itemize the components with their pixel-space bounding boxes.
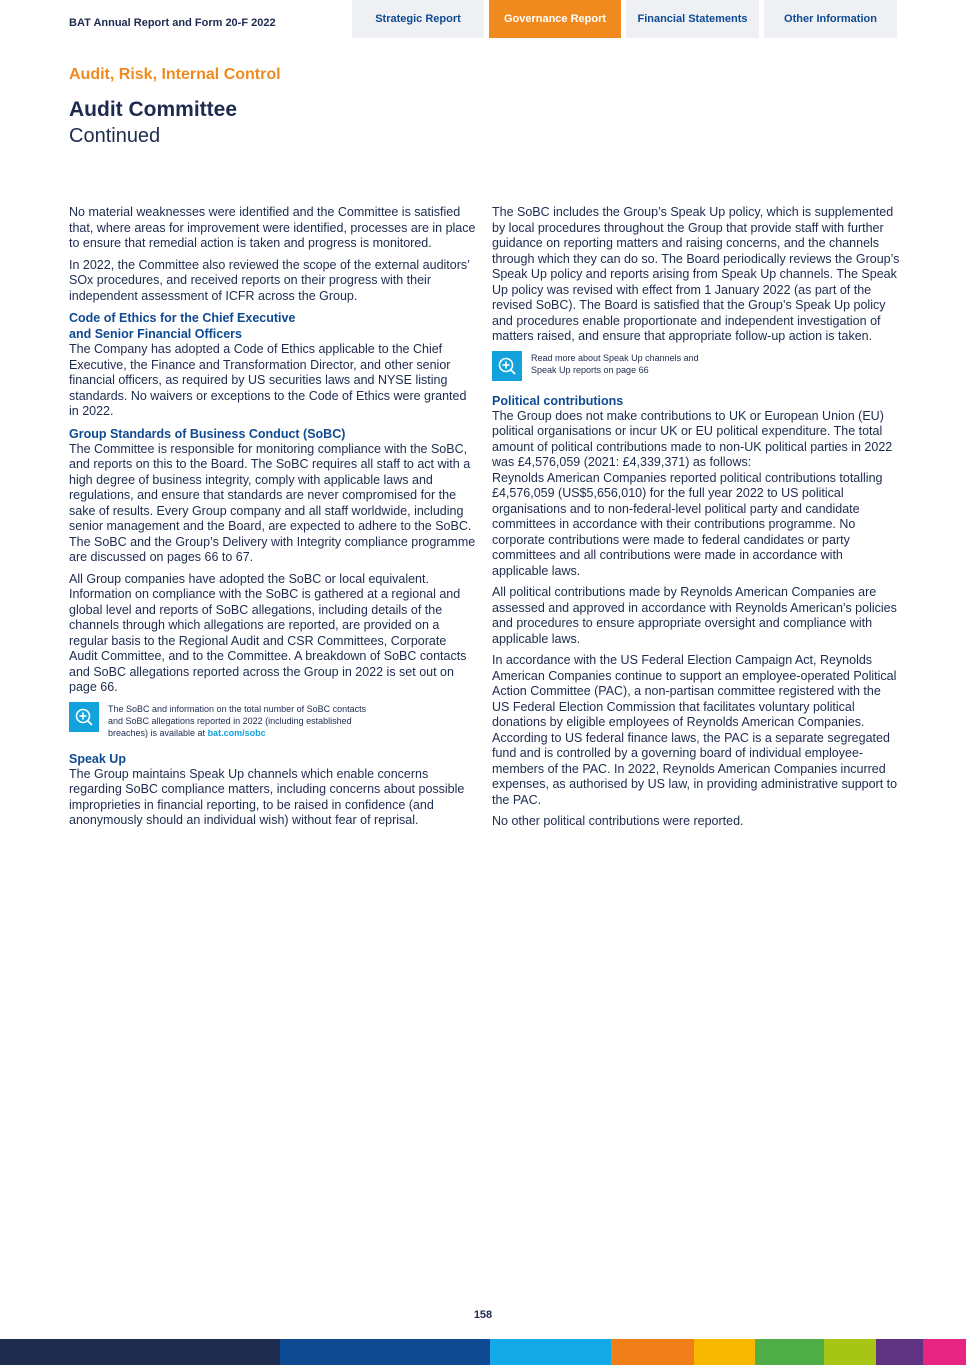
- paragraph: In 2022, the Committee also reviewed the scope of the external auditors’ SOx procedures, and received reports on their progress with their independent assessment of ICFR across the Group.: [69, 257, 470, 303]
- callout-text[interactable]: Read more about Speak Up channels and Speak Up reports on page 66: [531, 352, 699, 375]
- page-number: 158: [473, 1309, 493, 1321]
- callout-speak-up: [492, 351, 900, 381]
- paragraph: The Group does not make contributions to UK or European Union (EU) political organisations or incur UK or EU political expenditure. The total amount of political contributions made to non-UK political parties in 2022 was £4,576,059 (2021: £4,339,371) as follows:: [492, 408, 893, 469]
- tab-other-information[interactable]: Other Information: [764, 0, 897, 38]
- paragraph: No material weaknesses were identified and the Committee is satisfied that, where areas for improvement were identified, processes are in place to ensure that remedial action is taken and progress is monitored.: [69, 205, 476, 250]
- left-column: [69, 205, 477, 835]
- tab-financial-statements[interactable]: Financial Statements: [626, 0, 759, 38]
- footer-color-segment: [611, 1339, 694, 1365]
- page-subtitle: Continued: [69, 125, 161, 147]
- paragraph: The Group maintains Speak Up channels which enable concerns regarding SoBC compliance matters, including concerns about possible improprieties in financial reporting, to be raised in confidence (and anonymously should an individual wish) without fear of reprisal.: [69, 766, 465, 827]
- zoom-in-icon: [69, 702, 99, 732]
- paragraph: In accordance with the US Federal Election Campaign Act, Reynolds American Companies continue to support an employee-operated Political Action Committee (PAC), a non-partisan committee registered with the US Federal Election Commission that facilitates voluntary political donations by eligible employees of Reynolds American Companies. According to US federal finance laws, the PAC is a separate segregated fund and is controlled by a governing board of individual employee-members of the PAC. In 2022, Reynolds American Companies incurred expenses, as authorised by US law, in providing administrative support to the PAC.: [492, 653, 898, 807]
- paragraph: The SoBC includes the Group’s Speak Up policy, which is supplemented by local procedures throughout the Group that provide staff with further guidance on reporting matters and raising concerns, and the channels through which they can do so. The Board periodically reviews the Group’s Speak Up policy and reports arising from Speak Up channels. The Speak Up policy was revised with effect from 1 January 2022 (as part of the revised SoBC). The Board is satisfied that the Group’s Speak Up policy and procedures enable proportionate and independent investigation of matters raised, and ensure that appropriate follow-up action is taken.: [492, 205, 900, 343]
- page-title: Audit Committee: [69, 98, 237, 121]
- heading-sobc: Group Standards of Business Conduct (SoBC): [69, 426, 346, 441]
- paragraph: The Company has adopted a Code of Ethics applicable to the Chief Executive, the Finance and Transformation Director, and other senior financial officers, as required by US securities laws and NYSE listing standards. No waivers or exceptions to the Code of Ethics were granted in 2022.: [69, 342, 467, 418]
- footer-color-segment: [876, 1339, 923, 1365]
- report-title: BAT Annual Report and Form 20-F 2022: [69, 17, 276, 29]
- paragraph: No other political contributions were reported.: [492, 814, 744, 828]
- sobc-link[interactable]: bat.com/sobc: [207, 727, 266, 738]
- callout-sobc: [69, 702, 477, 739]
- footer-color-segment: [694, 1339, 755, 1365]
- section-label: Audit, Risk, Internal Control: [69, 66, 281, 83]
- footer-color-segment: [0, 1339, 280, 1365]
- paragraph: All political contributions made by Reynolds American Companies are assessed and approved in accordance with Reynolds American’s policies and procedures to ensure appropriate oversight and compliance with applicable laws.: [492, 585, 897, 646]
- heading-political-contributions: Political contributions: [492, 393, 624, 408]
- footer-color-segment: [824, 1339, 876, 1365]
- zoom-in-icon: [492, 351, 522, 381]
- footer-color-bar: [0, 1339, 966, 1365]
- tab-governance-report[interactable]: Governance Report: [489, 0, 621, 38]
- right-column: [492, 205, 900, 836]
- heading-code-of-ethics: Code of Ethics for the Chief Executive and Senior Financial Officers: [69, 311, 296, 341]
- paragraph: All Group companies have adopted the SoBC or local equivalent. Information on compliance with the SoBC is gathered at a regional and global level and reports of SoBC allegations, including details of the channels through which allegations are reported, are provided on a regular basis to the Regional Audit and CSR Committees, Corporate Audit Committee, and to the Committee. A breakdown of SoBC contacts and SoBC allegations reported across the Group in 2022 is set out on page 66.: [69, 571, 467, 694]
- footer-color-segment: [755, 1339, 824, 1365]
- callout-text: The SoBC and information on the total number of SoBC contacts and SoBC allegations reported in 2022 (including established breaches) is available at bat.com/sobc: [108, 703, 367, 738]
- paragraph: The Committee is responsible for monitoring compliance with the SoBC, and reports on this to the Board. The SoBC requires all staff to act with a high degree of business integrity, comply with applicable laws and regulations, and ensure that standards are never compromised for the sake of results. Every Group company and all staff worldwide, including senior management and the Board, are expected to adhere to the SoBC. The SoBC and the Group’s Delivery with Integrity compliance programme are discussed on pages 66 to 67.: [69, 441, 476, 564]
- tab-strategic-report[interactable]: Strategic Report: [352, 0, 484, 38]
- footer-color-segment: [923, 1339, 966, 1365]
- footer-color-segment: [280, 1339, 490, 1365]
- paragraph: Reynolds American Companies reported political contributions totalling £4,576,059 (US$5,656,010) for the full year 2022 to US political organisations and to non-federal-level political party and candidate committees in accordance with their contributions programme. No corporate contributions were made to federal candidates or party committees and all contributions were made in accordance with applicable laws.: [492, 470, 883, 578]
- heading-speak-up: Speak Up: [69, 751, 126, 766]
- footer-color-segment: [490, 1339, 611, 1365]
